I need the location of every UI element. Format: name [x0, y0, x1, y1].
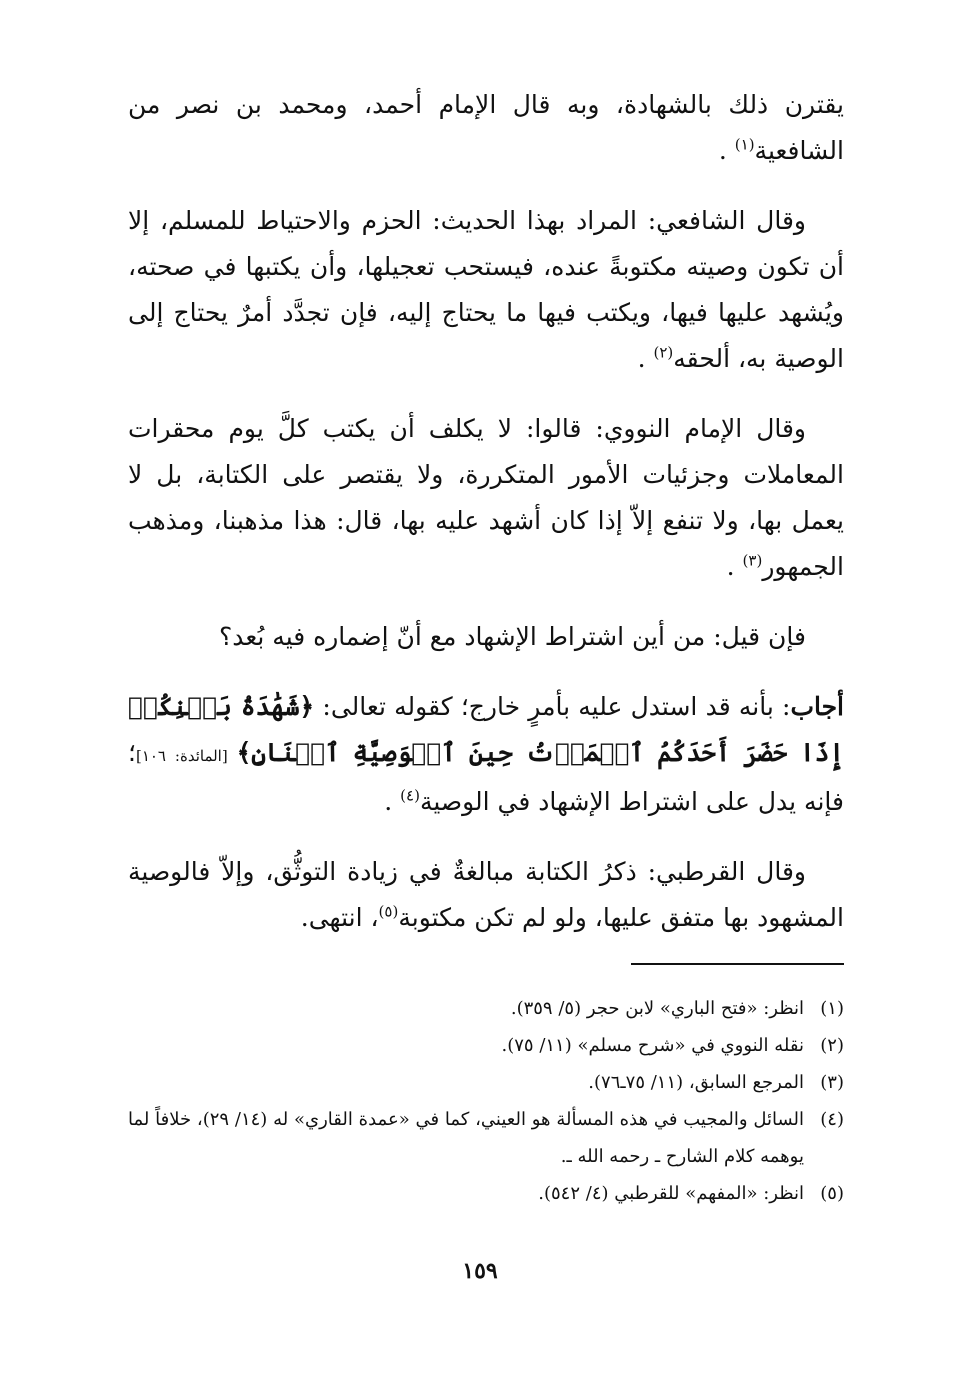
footnote-number: (٤) — [820, 1109, 844, 1130]
paragraph-text: : بأنه قد استدل عليه بأمرٍ خارج؛ كقوله تعالى: — [314, 692, 791, 721]
paragraph-text: وقال الإمام النووي: قالوا: لا يكلف أن يكتب كلَّ يوم محقرات المعاملات وجزئيات الأمور المتكررة، ولا يقتصر على الكتابة، بل لا يعمل بها، ولا تنفع إلاّ إذا كان أشهد عليه بها، قال: هذا مذهبنا، ومذهب الجمهور — [128, 414, 844, 581]
paragraph-text-continued: ؛ فإنه يدل على اشتراط الإشهاد في الوصية — [128, 738, 844, 816]
footnote-item — [128, 1175, 844, 1212]
paragraph-end: . — [718, 136, 735, 165]
paragraph-text: وقال القرطبي: ذكرُ الكتابة مبالغةٌ في زيادة التوثُّق، وإلاّ فالوصية المشهود بها متفق عليها، ولو لم تكن مكتوبة — [128, 857, 844, 932]
footnote-ref-5[interactable]: (٥) — [378, 902, 399, 921]
footnote-number: (٢) — [820, 1035, 844, 1056]
footnote-item — [128, 1101, 844, 1175]
verse-source: [المائدة: ١٠٦] — [135, 747, 237, 765]
paragraph-end: . — [637, 344, 654, 373]
footnote-ref-3[interactable]: (٣) — [742, 551, 763, 570]
paragraph-text: فإن قيل: من أين اشتراط الإشهاد مع أنّ إضماره فيه بُعد؟ — [218, 622, 806, 651]
footnote-ref-1[interactable]: (١) — [734, 135, 755, 154]
footnote-text: نقله النووي في «شرح مسلم» (١١/ ٧٥). — [501, 1035, 804, 1056]
paragraph-1 — [128, 82, 844, 174]
page-number: ١٥٩ — [462, 1258, 498, 1284]
answer-lead: أجاب — [790, 692, 845, 721]
footnote-number: (٣) — [820, 1072, 844, 1093]
paragraph-5 — [128, 684, 844, 825]
paragraph-end: ، انتهى. — [300, 903, 379, 932]
footnote-text: انظر: «فتح الباري» لابن حجر (٥/ ٣٥٩). — [510, 998, 804, 1019]
paragraph-2 — [128, 198, 844, 382]
footnote-number: (١) — [820, 998, 844, 1019]
quran-verse: ﴿شَهَٰدَةُ بَيۡنِكُمۡ إِذَا حَضَرَ أَحَدَكُمُ ٱلۡمَوۡتُ حِينَ ٱلۡوَصِيَّةِ ٱثۡنَانِ﴾ — [128, 692, 844, 767]
footnote-ref-4[interactable]: (٤) — [400, 786, 420, 805]
footnote-item — [128, 1027, 844, 1064]
footnote-number: (٥) — [820, 1183, 844, 1204]
footnote-text: انظر: «المفهم» للقرطبي (٤/ ٥٤٢). — [538, 1183, 804, 1204]
paragraph-text: وقال الشافعي: المراد بهذا الحديث: الحزم والاحتياط للمسلم، إلا أن تكون وصيته مكتوبةً عنده، فيستحب تعجيلها، وأن يكتبها في صحته، ويُشهد عليها فيها، ويكتب فيها ما يحتاج إليه، فإن تجدَّد أمرٌ يحتاج إلى الوصية به، ألحقه — [128, 206, 844, 373]
footnote-item — [128, 990, 844, 1027]
paragraph-text: يقترن ذلك بالشهادة، وبه قال الإمام أحمد، ومحمد بن نصر من الشافعية — [128, 90, 844, 165]
footnote-text: السائل والمجيب في هذه المسألة هو العيني، كما في «عمدة القاري» له (١٤/ ٢٩)، خلافاً لما يوهمه كلام الشارح ـ رحمه الله ـ. — [128, 1109, 804, 1167]
paragraph-3 — [128, 406, 844, 590]
paragraph-6 — [128, 849, 844, 941]
footnote-text: المرجع السابق، (١١/ ٧٥ـ٧٦). — [588, 1072, 804, 1093]
paragraph-end: . — [726, 552, 743, 581]
footnote-item — [128, 1064, 844, 1101]
footnote-divider — [631, 963, 844, 965]
paragraph-4 — [128, 614, 844, 660]
footnotes-list — [128, 990, 844, 1212]
footnote-ref-2[interactable]: (٢) — [653, 343, 674, 362]
main-text — [128, 82, 844, 965]
paragraph-end: . — [384, 787, 401, 816]
